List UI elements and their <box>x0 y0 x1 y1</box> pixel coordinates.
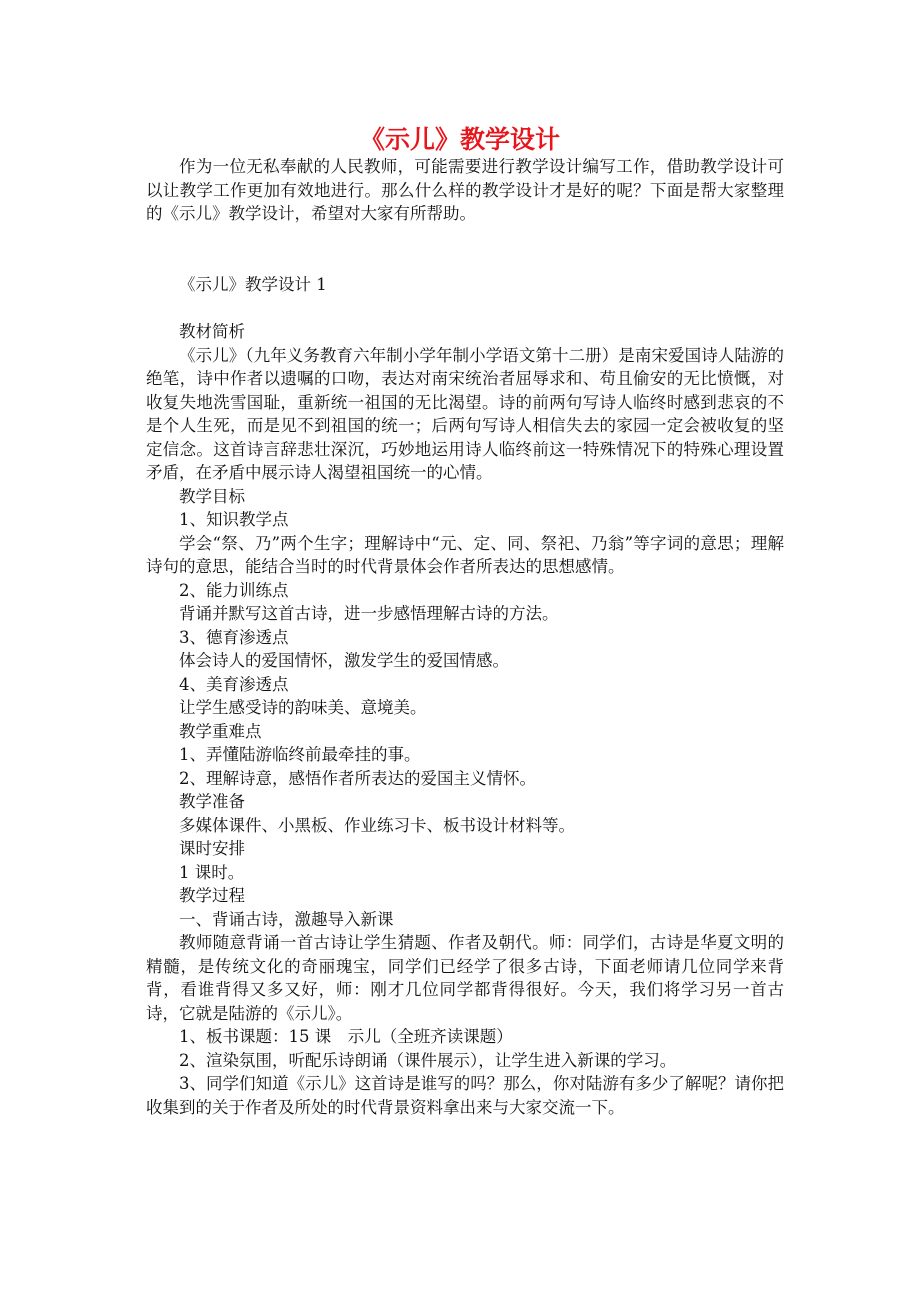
document-body <box>146 155 784 1119</box>
preparation-text: 多媒体课件、小黑板、作业练习卡、板书设计材料等。 <box>179 815 575 835</box>
process-item-3: 3、同学们知道《示儿》这首诗是谁写的吗？那么，你对陆游有多少了解呢？请你把收集到的关于作者及所处的时代背景资料拿出来与大家交流一下。 <box>146 1074 784 1117</box>
goal-3-text: 体会诗人的爱国情怀，激发学生的爱国情感。 <box>179 651 509 670</box>
goal-1-text: 学会“祭、乃”两个生字；理解诗中“元、定、同、祭祀、乃翁”等字词的意思；理解诗句的意思，能结合当时的时代背景体会作者所表达的思想感情。 <box>146 533 784 576</box>
process-step-1-heading: 一、背诵古诗，激趣导入新课 <box>179 909 394 929</box>
heading-process: 教学过程 <box>179 886 245 905</box>
goal-4-heading: 4、美育渗透点 <box>179 674 289 694</box>
section-heading: 《示儿》教学设计 1 <box>179 274 327 294</box>
materials-paragraph: 《示儿》（九年义务教育六年制小学年制小学语文第十二册）是南宋爱国诗人陆游的绝笔，诗中作者以遗嘱的口吻，表达对南宋统治者屈辱求和、苟且偷安的无比愤慨，对收复失地洗雪国耻，重新统一祖国的无比渴望。诗的前两句写诗人临终时感到悲哀的不是个人生死，而是见不到祖国的统一；后两句写诗人相信失去的家园一定会被收复的坚定信念。这首诗言辞悲壮深沉，巧妙地运用诗人临终前这一特殊情况下的特殊心理设置矛盾，在矛盾中展示诗人渴望祖国统一的心情。 <box>146 345 784 482</box>
key-point-1: 1、弄懂陆游临终前最牵挂的事。 <box>179 745 421 764</box>
document-title: 《示儿》教学设计 <box>359 125 560 154</box>
heading-preparation: 教学准备 <box>179 792 245 811</box>
goal-1-heading: 1、知识教学点 <box>179 510 289 529</box>
heading-goals: 教学目标 <box>179 486 245 506</box>
process-item-1: 1、板书课题：15 课 示儿（全班齐读课题） <box>179 1027 513 1046</box>
spacer <box>146 226 784 273</box>
process-step-1-text: 教师随意背诵一首古诗让学生猜题、作者及朝代。师：同学们，古诗是华夏文明的精髓，是传统文化的奇丽瑰宝，同学们已经学了很多古诗，下面老师请几位同学来背背，看谁背得又多又好，师：刚才几位同学都背得很好。今天，我们将学习另一首古诗，它就是陆游的《示儿》。 <box>146 933 784 1023</box>
heading-key-points: 教学重难点 <box>179 721 262 741</box>
intro-paragraph: 作为一位无私奉献的人民教师，可能需要进行教学设计编写工作，借助教学设计可以让教学工作更加有效地进行。那么什么样的教学设计才是好的呢？下面是帮大家整理的《示儿》教学设计，希望对大家有所帮助。 <box>146 157 784 223</box>
goal-4-text: 让学生感受诗的韵味美、意境美。 <box>179 698 427 717</box>
goal-2-heading: 2、能力训练点 <box>179 580 289 600</box>
heading-schedule: 课时安排 <box>179 839 245 858</box>
process-item-2: 2、渲染氛围，听配乐诗朗诵（课件展示），让学生进入新课的学习。 <box>179 1050 677 1070</box>
goal-2-text: 背诵并默写这首古诗，进一步感悟理解古诗的方法。 <box>179 604 559 623</box>
key-point-2: 2、理解诗意，感悟作者所表达的爱国主义情怀。 <box>179 768 536 788</box>
spacer <box>146 296 784 320</box>
goal-3-heading: 3、德育渗透点 <box>179 627 289 647</box>
schedule-text: 1 课时。 <box>179 862 245 882</box>
heading-materials: 教材简析 <box>179 322 245 341</box>
